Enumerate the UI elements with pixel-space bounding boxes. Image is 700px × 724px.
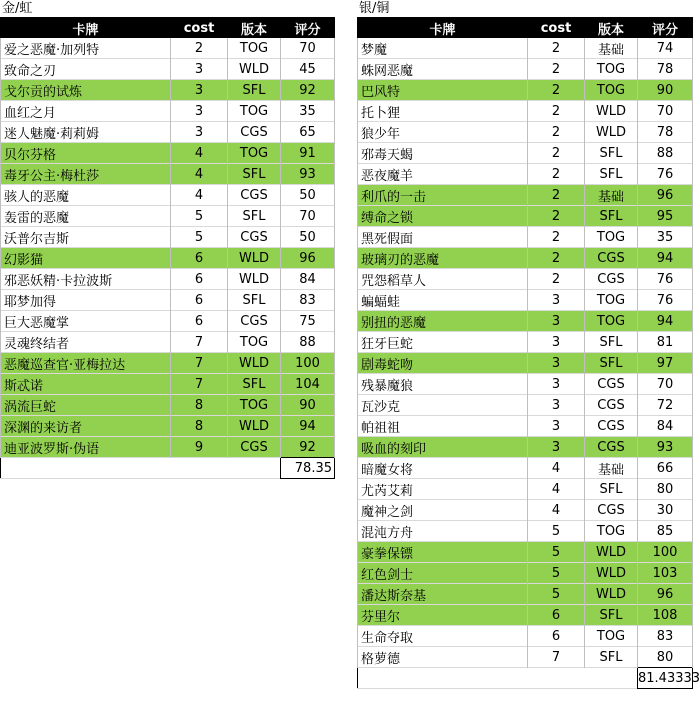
- total-row: [358, 668, 693, 689]
- table-row: [1, 227, 335, 248]
- header-card: 卡牌: [1, 18, 171, 39]
- score-cell: 70: [281, 38, 335, 59]
- cost-cell: 2: [528, 38, 585, 59]
- version-cell: CGS: [228, 437, 281, 458]
- version-cell: CGS: [585, 374, 638, 395]
- version-cell: 基础: [585, 185, 638, 206]
- card-name-cell: 邪毒天蝎: [358, 143, 528, 164]
- cost-cell: 7: [528, 647, 585, 668]
- card-name-cell: 深渊的来访者: [1, 416, 171, 437]
- table-row: [358, 143, 693, 164]
- card-name-cell: 别扭的恶魔: [358, 311, 528, 332]
- cost-cell: 5: [171, 206, 228, 227]
- card-name-cell: 暗魔女将: [358, 458, 528, 479]
- table-row: [1, 437, 335, 458]
- table-row: [1, 185, 335, 206]
- score-cell: 72: [638, 395, 693, 416]
- cost-cell: 6: [171, 248, 228, 269]
- card-rating-table: [0, 17, 335, 479]
- card-name-cell: 邪恶妖精·卡拉波斯: [1, 269, 171, 290]
- version-cell: CGS: [585, 395, 638, 416]
- score-cell: 80: [638, 479, 693, 500]
- score-cell: 93: [638, 437, 693, 458]
- table-row: [358, 521, 693, 542]
- table-row: [358, 332, 693, 353]
- version-cell: SFL: [585, 479, 638, 500]
- cost-cell: 2: [528, 227, 585, 248]
- version-cell: CGS: [228, 185, 281, 206]
- table-row: [358, 437, 693, 458]
- card-name-cell: 毒牙公主·梅杜莎: [1, 164, 171, 185]
- table-row: [358, 311, 693, 332]
- table-row: [358, 122, 693, 143]
- score-cell: 84: [638, 416, 693, 437]
- score-cell: 94: [281, 416, 335, 437]
- card-name-cell: 咒怨稻草人: [358, 269, 528, 290]
- version-cell: WLD: [585, 563, 638, 584]
- version-cell: CGS: [228, 311, 281, 332]
- score-cell: 76: [638, 290, 693, 311]
- table-row: [358, 164, 693, 185]
- score-cell: 90: [638, 80, 693, 101]
- card-name-cell: 残暴魔狼: [358, 374, 528, 395]
- header-card: 卡牌: [358, 18, 528, 39]
- table-row: [358, 38, 693, 59]
- cost-cell: 7: [171, 374, 228, 395]
- version-cell: WLD: [228, 59, 281, 80]
- cost-cell: 3: [528, 437, 585, 458]
- version-cell: WLD: [228, 353, 281, 374]
- cost-cell: 6: [171, 290, 228, 311]
- cost-cell: 7: [171, 353, 228, 374]
- card-name-cell: 瓦沙克: [358, 395, 528, 416]
- table-row: [358, 269, 693, 290]
- score-cell: 78: [638, 59, 693, 80]
- table-row: [1, 311, 335, 332]
- cost-cell: 3: [528, 416, 585, 437]
- cost-cell: 7: [171, 332, 228, 353]
- card-name-cell: 戈尔贡的试炼: [1, 80, 171, 101]
- version-cell: TOG: [228, 395, 281, 416]
- score-cell: 75: [281, 311, 335, 332]
- table-row: [358, 248, 693, 269]
- table-row: [1, 206, 335, 227]
- card-name-cell: 沃普尔吉斯: [1, 227, 171, 248]
- card-name-cell: 骇人的恶魔: [1, 185, 171, 206]
- table-row: [358, 542, 693, 563]
- score-cell: 97: [638, 353, 693, 374]
- cost-cell: 5: [528, 584, 585, 605]
- card-name-cell: 巨大恶魔掌: [1, 311, 171, 332]
- version-cell: WLD: [585, 122, 638, 143]
- score-cell: 70: [638, 374, 693, 395]
- card-name-cell: 帕祖祖: [358, 416, 528, 437]
- cost-cell: 5: [171, 227, 228, 248]
- header-version: 版本: [585, 18, 638, 39]
- cost-cell: 3: [528, 353, 585, 374]
- header-cost: cost: [528, 18, 585, 39]
- cost-cell: 4: [528, 479, 585, 500]
- cost-cell: 3: [528, 332, 585, 353]
- table-row: [358, 458, 693, 479]
- card-name-cell: 斯忒诺: [1, 374, 171, 395]
- cost-cell: 5: [528, 521, 585, 542]
- table-row: [358, 395, 693, 416]
- card-name-cell: 魔神之剑: [358, 500, 528, 521]
- cost-cell: 3: [528, 311, 585, 332]
- card-name-cell: 贝尔芬格: [1, 143, 171, 164]
- score-cell: 91: [281, 143, 335, 164]
- version-cell: TOG: [228, 332, 281, 353]
- version-cell: WLD: [585, 101, 638, 122]
- score-cell: 80: [638, 647, 693, 668]
- cost-cell: 6: [171, 269, 228, 290]
- header-row: [358, 18, 693, 39]
- score-cell: 94: [638, 248, 693, 269]
- version-cell: TOG: [228, 38, 281, 59]
- card-name-cell: 灵魂终结者: [1, 332, 171, 353]
- card-name-cell: 巴风特: [358, 80, 528, 101]
- card-name-cell: 血红之月: [1, 101, 171, 122]
- score-cell: 93: [281, 164, 335, 185]
- score-cell: 88: [281, 332, 335, 353]
- cost-cell: 3: [171, 101, 228, 122]
- cost-cell: 2: [528, 206, 585, 227]
- score-cell: 35: [638, 227, 693, 248]
- cost-cell: 3: [171, 122, 228, 143]
- header-score: 评分: [638, 18, 693, 39]
- score-cell: 76: [638, 164, 693, 185]
- score-cell: 81: [638, 332, 693, 353]
- cost-cell: 2: [528, 101, 585, 122]
- version-cell: WLD: [585, 542, 638, 563]
- version-cell: 基础: [585, 458, 638, 479]
- cost-cell: 4: [171, 185, 228, 206]
- version-cell: WLD: [585, 584, 638, 605]
- score-cell: 85: [638, 521, 693, 542]
- score-cell: 92: [281, 80, 335, 101]
- version-cell: CGS: [585, 269, 638, 290]
- card-name-cell: 耶梦加得: [1, 290, 171, 311]
- card-name-cell: 潘达斯奈基: [358, 584, 528, 605]
- cost-cell: 3: [528, 395, 585, 416]
- version-cell: SFL: [585, 206, 638, 227]
- total-spacer: [1, 458, 281, 479]
- card-name-cell: 剧毒蛇吻: [358, 353, 528, 374]
- score-cell: 108: [638, 605, 693, 626]
- header-cost: cost: [171, 18, 228, 39]
- version-cell: CGS: [585, 416, 638, 437]
- table-row: [358, 479, 693, 500]
- card-name-cell: 蝙蝠蛙: [358, 290, 528, 311]
- card-name-cell: 利爪的一击: [358, 185, 528, 206]
- card-name-cell: 狼少年: [358, 122, 528, 143]
- version-cell: CGS: [228, 122, 281, 143]
- cost-cell: 2: [528, 185, 585, 206]
- table-row: [1, 38, 335, 59]
- version-cell: TOG: [585, 59, 638, 80]
- score-cell: 66: [638, 458, 693, 479]
- cost-cell: 4: [528, 500, 585, 521]
- score-cell: 70: [281, 206, 335, 227]
- card-name-cell: 致命之刃: [1, 59, 171, 80]
- table-row: [358, 626, 693, 647]
- score-cell: 84: [281, 269, 335, 290]
- table-row: [1, 59, 335, 80]
- score-cell: 100: [638, 542, 693, 563]
- version-cell: TOG: [585, 80, 638, 101]
- cost-cell: 5: [528, 563, 585, 584]
- version-cell: 基础: [585, 38, 638, 59]
- score-cell: 74: [638, 38, 693, 59]
- average-score: 78.35: [281, 458, 335, 479]
- table-row: [358, 101, 693, 122]
- version-cell: CGS: [585, 248, 638, 269]
- table-row: [1, 80, 335, 101]
- score-cell: 88: [638, 143, 693, 164]
- table-row: [1, 332, 335, 353]
- cost-cell: 2: [171, 38, 228, 59]
- cost-cell: 3: [528, 374, 585, 395]
- table-row: [1, 164, 335, 185]
- card-name-cell: 混沌方舟: [358, 521, 528, 542]
- card-name-cell: 梦魔: [358, 38, 528, 59]
- version-cell: SFL: [228, 374, 281, 395]
- score-cell: 70: [638, 101, 693, 122]
- version-cell: TOG: [585, 626, 638, 647]
- table-row: [1, 269, 335, 290]
- cost-cell: 2: [528, 143, 585, 164]
- table-row: [358, 374, 693, 395]
- card-name-cell: 生命夺取: [358, 626, 528, 647]
- card-name-cell: 蛛网恶魔: [358, 59, 528, 80]
- score-cell: 35: [281, 101, 335, 122]
- version-cell: TOG: [585, 227, 638, 248]
- score-cell: 83: [281, 290, 335, 311]
- cost-cell: 2: [528, 59, 585, 80]
- version-cell: CGS: [585, 500, 638, 521]
- version-cell: WLD: [228, 416, 281, 437]
- version-cell: SFL: [585, 353, 638, 374]
- version-cell: WLD: [228, 269, 281, 290]
- version-cell: WLD: [228, 248, 281, 269]
- score-cell: 92: [281, 437, 335, 458]
- average-score: 81.43333: [638, 668, 693, 689]
- cost-cell: 4: [528, 458, 585, 479]
- card-name-cell: 托卜狸: [358, 101, 528, 122]
- version-cell: TOG: [585, 311, 638, 332]
- table-row: [358, 647, 693, 668]
- version-cell: SFL: [585, 164, 638, 185]
- header-version: 版本: [228, 18, 281, 39]
- card-name-cell: 豪拳保镖: [358, 542, 528, 563]
- table-row: [1, 143, 335, 164]
- cost-cell: 3: [528, 290, 585, 311]
- version-cell: SFL: [228, 164, 281, 185]
- table-body: [1, 38, 335, 479]
- card-name-cell: 爱之恶魔·加列特: [1, 38, 171, 59]
- cost-cell: 5: [528, 542, 585, 563]
- cost-cell: 4: [171, 164, 228, 185]
- score-cell: 50: [281, 227, 335, 248]
- cost-cell: 8: [171, 395, 228, 416]
- score-cell: 96: [281, 248, 335, 269]
- table-row: [358, 227, 693, 248]
- score-cell: 104: [281, 374, 335, 395]
- total-spacer: [358, 668, 638, 689]
- score-cell: 45: [281, 59, 335, 80]
- header-score: 评分: [281, 18, 335, 39]
- card-name-cell: 黑死假面: [358, 227, 528, 248]
- table-row: [358, 290, 693, 311]
- table-row: [1, 353, 335, 374]
- version-cell: SFL: [585, 332, 638, 353]
- card-name-cell: 涡流巨蛇: [1, 395, 171, 416]
- card-name-cell: 恶魔巡查官·亚梅拉达: [1, 353, 171, 374]
- table-row: [358, 563, 693, 584]
- score-cell: 103: [638, 563, 693, 584]
- score-cell: 94: [638, 311, 693, 332]
- cost-cell: 2: [528, 122, 585, 143]
- table-row: [1, 122, 335, 143]
- score-cell: 96: [638, 584, 693, 605]
- card-name-cell: 格萝德: [358, 647, 528, 668]
- table-row: [1, 395, 335, 416]
- card-name-cell: 玻璃刃的恶魔: [358, 248, 528, 269]
- score-cell: 30: [638, 500, 693, 521]
- card-name-cell: 恶夜魔羊: [358, 164, 528, 185]
- card-name-cell: 尤芮艾莉: [358, 479, 528, 500]
- table-row: [358, 416, 693, 437]
- cost-cell: 6: [528, 626, 585, 647]
- card-name-cell: 迪亚波罗斯·伪语: [1, 437, 171, 458]
- card-name-cell: 狂牙巨蛇: [358, 332, 528, 353]
- score-cell: 95: [638, 206, 693, 227]
- score-cell: 100: [281, 353, 335, 374]
- score-cell: 50: [281, 185, 335, 206]
- cost-cell: 8: [171, 416, 228, 437]
- cost-cell: 6: [528, 605, 585, 626]
- cost-cell: 2: [528, 248, 585, 269]
- section-title: 金/虹: [2, 1, 33, 16]
- cost-cell: 4: [171, 143, 228, 164]
- card-name-cell: 缚命之锁: [358, 206, 528, 227]
- score-cell: 83: [638, 626, 693, 647]
- cost-cell: 3: [171, 59, 228, 80]
- card-name-cell: 吸血的刻印: [358, 437, 528, 458]
- version-cell: SFL: [585, 647, 638, 668]
- card-name-cell: 轰雷的恶魔: [1, 206, 171, 227]
- header-row: [1, 18, 335, 39]
- cost-cell: 3: [171, 80, 228, 101]
- version-cell: SFL: [228, 290, 281, 311]
- cost-cell: 2: [528, 80, 585, 101]
- table-row: [358, 584, 693, 605]
- card-name-cell: 迷人魅魔·莉莉姆: [1, 122, 171, 143]
- version-cell: TOG: [585, 521, 638, 542]
- version-cell: TOG: [228, 143, 281, 164]
- table-row: [358, 185, 693, 206]
- score-cell: 65: [281, 122, 335, 143]
- score-cell: 96: [638, 185, 693, 206]
- table-row: [1, 290, 335, 311]
- table-body: [358, 38, 700, 689]
- cost-cell: 6: [171, 311, 228, 332]
- version-cell: TOG: [228, 101, 281, 122]
- table-row: [1, 101, 335, 122]
- card-name-cell: 红色剑士: [358, 563, 528, 584]
- table-row: [1, 374, 335, 395]
- version-cell: CGS: [228, 227, 281, 248]
- score-cell: 76: [638, 269, 693, 290]
- table-row: [358, 500, 693, 521]
- section-title: 银/铜: [359, 1, 390, 16]
- table-row: [358, 206, 693, 227]
- cost-cell: 2: [528, 269, 585, 290]
- table-row: [358, 80, 693, 101]
- score-cell: 78: [638, 122, 693, 143]
- version-cell: SFL: [228, 206, 281, 227]
- table-row: [358, 59, 693, 80]
- table-row: [1, 248, 335, 269]
- score-cell: 90: [281, 395, 335, 416]
- version-cell: TOG: [585, 290, 638, 311]
- silver-bronze-section: [357, 0, 700, 689]
- version-cell: CGS: [585, 437, 638, 458]
- table-row: [358, 353, 693, 374]
- total-row: [1, 458, 335, 479]
- table-row: [1, 416, 335, 437]
- card-rating-table: [357, 17, 700, 689]
- card-name-cell: 芬里尔: [358, 605, 528, 626]
- version-cell: SFL: [585, 605, 638, 626]
- cost-cell: 2: [528, 164, 585, 185]
- card-name-cell: 幻影猫: [1, 248, 171, 269]
- table-row: [358, 605, 693, 626]
- version-cell: SFL: [228, 80, 281, 101]
- cost-cell: 9: [171, 437, 228, 458]
- gold-rainbow-section: [0, 0, 336, 479]
- version-cell: SFL: [585, 143, 638, 164]
